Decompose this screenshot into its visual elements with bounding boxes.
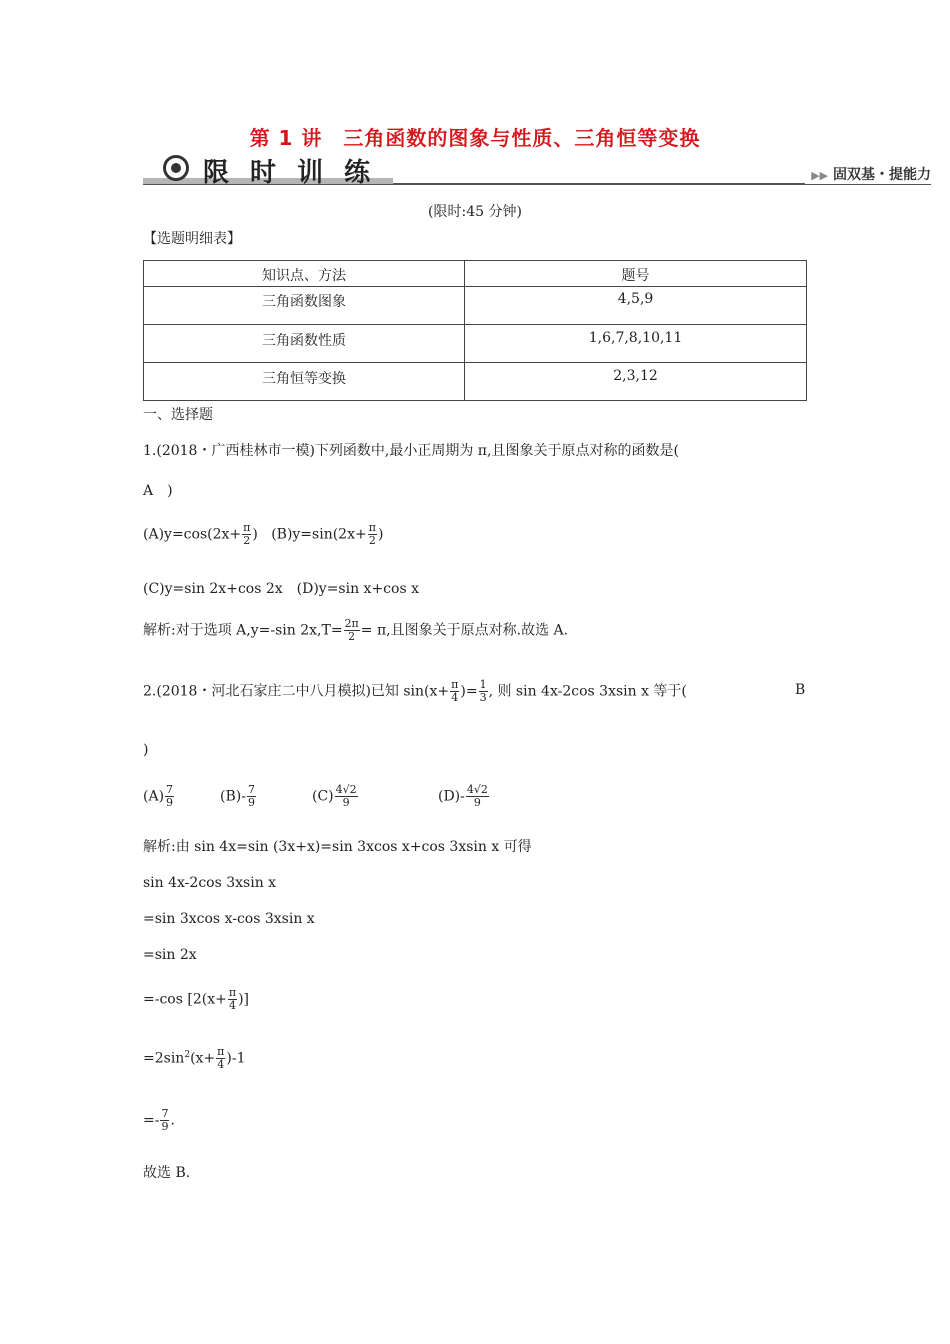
banner-label: 限 时 训 练 bbox=[203, 158, 377, 188]
fraction bbox=[228, 987, 237, 1012]
fraction bbox=[216, 1046, 225, 1071]
frac-den: 9 bbox=[166, 796, 174, 809]
q1-option-b: (B)y=sin(2x+ bbox=[271, 526, 367, 543]
option-label: (B)- bbox=[220, 788, 246, 805]
target-icon bbox=[163, 155, 189, 181]
frac-den: 2 bbox=[243, 534, 251, 547]
q2-option-a bbox=[143, 784, 175, 809]
q2-conclusion: 故选 B. bbox=[143, 1165, 191, 1181]
frac-den: 2 bbox=[348, 630, 356, 643]
frac-num: π bbox=[368, 521, 376, 534]
fraction bbox=[450, 679, 459, 704]
superscript: 2 bbox=[184, 1050, 191, 1060]
frac-num: π bbox=[451, 678, 459, 691]
frac-den: 9 bbox=[473, 796, 481, 809]
frac-num: 7 bbox=[161, 1107, 169, 1120]
table-row bbox=[144, 325, 807, 363]
q1-option-a: (A)y=cos(2x+ bbox=[143, 526, 242, 543]
option-label: (C) bbox=[312, 788, 334, 805]
frac-num: π bbox=[217, 1045, 225, 1059]
q2-stem-end: , 则 sin 4x-2cos 3xsin x 等于( bbox=[488, 683, 687, 700]
section-banner bbox=[143, 152, 931, 188]
row-topic: 三角函数图象 bbox=[144, 287, 465, 325]
q2-solution-2: sin 4x-2cos 3xsin x bbox=[143, 875, 277, 891]
sol-text: =- bbox=[143, 1112, 160, 1129]
q1-solution-text: 解析:对于选项 A,y=-sin 2x,T= bbox=[143, 622, 343, 639]
row-number: 2,3,12 bbox=[465, 363, 807, 401]
section-heading: 一、选择题 bbox=[143, 407, 213, 423]
sol-text-mid: (x+ bbox=[190, 1050, 216, 1067]
q1-options-ab bbox=[143, 522, 383, 547]
arrow-icon: ▶▶ bbox=[811, 169, 829, 182]
fraction bbox=[160, 1108, 169, 1133]
sol-text-end: . bbox=[170, 1112, 175, 1129]
frac-num: 7 bbox=[247, 783, 255, 796]
q2-solution-3: =sin 3xcos x-cos 3xsin x bbox=[143, 911, 315, 927]
frac-den: 4 bbox=[217, 1058, 225, 1072]
q2-close: ) bbox=[143, 742, 149, 758]
table-row bbox=[144, 287, 807, 325]
frac-num: 4√2 bbox=[466, 783, 488, 796]
frac-den: 9 bbox=[161, 1120, 169, 1133]
q1-option-b-close: ) bbox=[377, 526, 384, 543]
option-label: (D)- bbox=[438, 788, 465, 805]
frac-num: 2π bbox=[344, 617, 359, 630]
q2-solution-7 bbox=[143, 1108, 175, 1133]
table-header-row bbox=[144, 261, 807, 287]
frac-den: 4 bbox=[228, 999, 236, 1012]
frac-num: 1 bbox=[479, 678, 487, 691]
fraction bbox=[242, 522, 251, 547]
frac-den: 4 bbox=[451, 691, 459, 704]
q2-solution-4: =sin 2x bbox=[143, 947, 197, 963]
fraction bbox=[466, 784, 489, 809]
fraction bbox=[335, 784, 358, 809]
q2-stem-text: 2.(2018・河北石家庄二中八月模拟)已知 sin(x+ bbox=[143, 683, 450, 700]
topic-table bbox=[143, 260, 807, 401]
q2-stem-eq: )= bbox=[460, 683, 478, 700]
frac-den: 3 bbox=[479, 691, 487, 704]
frac-num: π bbox=[228, 986, 237, 999]
frac-den: 9 bbox=[342, 796, 350, 809]
fraction bbox=[247, 784, 256, 809]
q2-option-d bbox=[438, 784, 490, 809]
q2-solution-1: 解析:由 sin 4x=sin (3x+x)=sin 3xcos x+cos 3xsin x 可得 bbox=[143, 839, 532, 855]
q2-solution-6 bbox=[143, 1046, 246, 1071]
row-topic: 三角恒等变换 bbox=[144, 363, 465, 401]
q2-answer: B bbox=[795, 682, 806, 698]
fraction bbox=[165, 784, 174, 809]
frac-num: π bbox=[243, 521, 251, 534]
frac-num: 7 bbox=[166, 783, 174, 796]
header-number: 题号 bbox=[465, 261, 807, 287]
option-label: (A) bbox=[143, 788, 165, 805]
q2-option-c bbox=[312, 784, 359, 809]
frac-den: 2 bbox=[368, 534, 376, 547]
q1-solution-end: = π,且图象关于原点对称.故选 A. bbox=[360, 622, 569, 639]
q1-option-a-close: ) bbox=[252, 526, 258, 543]
table-heading: 【选题明细表】 bbox=[143, 231, 241, 247]
sol-text-end: )] bbox=[238, 991, 249, 1008]
sol-text: =2sin bbox=[143, 1050, 185, 1067]
q1-solution bbox=[143, 618, 568, 643]
banner-right bbox=[805, 164, 931, 184]
q1-options-cd: (C)y=sin 2x+cos 2x (D)y=sin x+cos x bbox=[143, 581, 419, 597]
time-limit: (限时:45 分钟) bbox=[428, 204, 522, 220]
q2-solution-5 bbox=[143, 987, 249, 1012]
page-title: 第 1 讲 三角函数的图象与性质、三角恒等变换 bbox=[249, 126, 701, 150]
table-row bbox=[144, 363, 807, 401]
row-topic: 三角函数性质 bbox=[144, 325, 465, 363]
q1-stem: 1.(2018・广西桂林市一模)下列函数中,最小正周期为 π,且图象关于原点对称的函数是( bbox=[143, 443, 679, 459]
row-number: 1,6,7,8,10,11 bbox=[465, 325, 807, 363]
fraction bbox=[368, 522, 377, 547]
header-topic: 知识点、方法 bbox=[144, 261, 465, 287]
frac-num: 4√2 bbox=[335, 783, 357, 796]
fraction bbox=[344, 618, 360, 643]
sol-text-end: )-1 bbox=[226, 1050, 246, 1067]
banner-right-label: 固双基・提能力 bbox=[833, 167, 931, 183]
frac-den: 9 bbox=[247, 796, 255, 809]
row-number: 4,5,9 bbox=[465, 287, 807, 325]
q2-stem bbox=[143, 679, 687, 704]
q1-answer: A ) bbox=[143, 483, 173, 499]
q2-option-b bbox=[220, 784, 257, 809]
fraction bbox=[479, 679, 488, 704]
sol-text: =-cos [2(x+ bbox=[143, 991, 227, 1008]
